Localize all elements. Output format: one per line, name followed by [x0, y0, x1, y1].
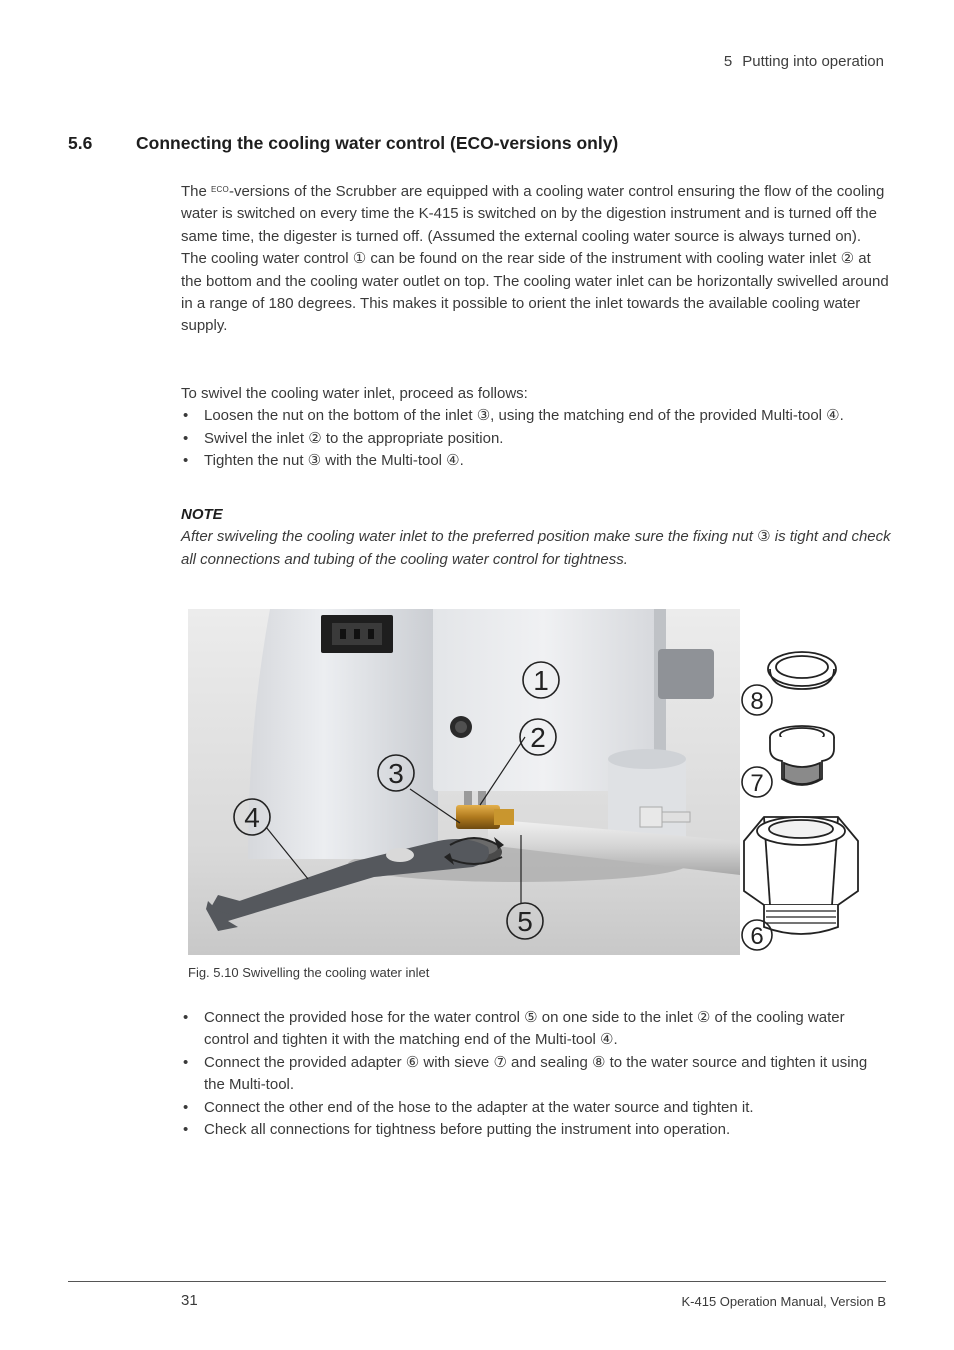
swivel-lead: To swivel the cooling water inlet, proceed as follows:	[181, 385, 528, 402]
section-heading	[68, 133, 618, 154]
eco-superscript: ECO	[211, 185, 229, 194]
svg-text:2: 2	[530, 722, 546, 753]
section-number: 5.6	[68, 133, 93, 153]
figure-swivel-inlet	[188, 609, 868, 955]
adapter-parts-drawing	[740, 609, 868, 955]
document-title: K-415 Operation Manual, Version B	[681, 1294, 886, 1309]
chapter-number: 5	[723, 53, 733, 70]
swivel-instructions	[181, 383, 891, 473]
instrument-photo	[188, 609, 740, 955]
intro-p1-rest: -versions of the Scrubber are equipped with a cooling water control ensuring the flow of the cooling water is switched on every time the K-415 is switched on by the digestion instrument and is turned off the same time, the digester is turned off. (Assumed the external cooling water source is always turned on).	[181, 183, 885, 245]
intro-paragraph-2: The cooling water control ① can be found on the rear side of the instrument with cooling water inlet ② at the bottom and the cooling water outlet on top. The cooling water inlet can be horizontally swivelled around in a range of 180 degrees. This makes it possible to orient the inlet towards the available cooling water supply.	[181, 250, 889, 335]
chapter-title: Putting into operation	[742, 53, 884, 70]
svg-text:7: 7	[750, 770, 764, 797]
list-item: • Loosen the nut on the bottom of the inlet ③, using the matching end of the provided Multi-tool ④.	[181, 405, 891, 427]
connect-steps	[181, 1007, 891, 1141]
intro-text	[181, 181, 891, 338]
page-number: 31	[181, 1292, 198, 1309]
running-head	[724, 53, 884, 70]
intro-paragraph-1	[181, 181, 891, 248]
svg-text:1: 1	[533, 665, 549, 696]
svg-text:3: 3	[388, 758, 404, 789]
svg-text:4: 4	[244, 802, 260, 833]
swivel-steps	[181, 405, 891, 472]
figure-caption: Fig. 5.10 Swivelling the cooling water inlet	[188, 965, 430, 980]
list-item: • Connect the other end of the hose to the adapter at the water source and tighten it.	[181, 1097, 891, 1119]
intro-p1-start: The	[181, 183, 212, 200]
note-block	[181, 504, 891, 571]
svg-text:5: 5	[517, 906, 533, 937]
list-item: • Tighten the nut ③ with the Multi-tool ④.	[181, 450, 891, 472]
note-title: NOTE	[181, 506, 223, 523]
svg-text:8: 8	[750, 688, 764, 715]
connect-instructions	[181, 1007, 891, 1141]
list-item: • Connect the provided hose for the water control ⑤ on one side to the inlet ② of the cooling water control and tighten it with the matching end of the Multi-tool ④.	[181, 1007, 891, 1052]
svg-text:6: 6	[750, 923, 764, 950]
section-title: Connecting the cooling water control (ECO-versions only)	[136, 133, 619, 153]
list-item: • Connect the provided adapter ⑥ with sieve ⑦ and sealing ⑧ to the water source and tighten it using the Multi-tool.	[181, 1052, 891, 1097]
footer-divider	[68, 1281, 886, 1282]
list-item: • Swivel the inlet ② to the appropriate position.	[181, 428, 891, 450]
list-item: • Check all connections for tightness before putting the instrument into operation.	[181, 1119, 891, 1141]
note-text: After swiveling the cooling water inlet to the preferred position make sure the fixing nut ③ is tight and check all connections and tubing of the cooling water control for tightness.	[181, 528, 891, 568]
